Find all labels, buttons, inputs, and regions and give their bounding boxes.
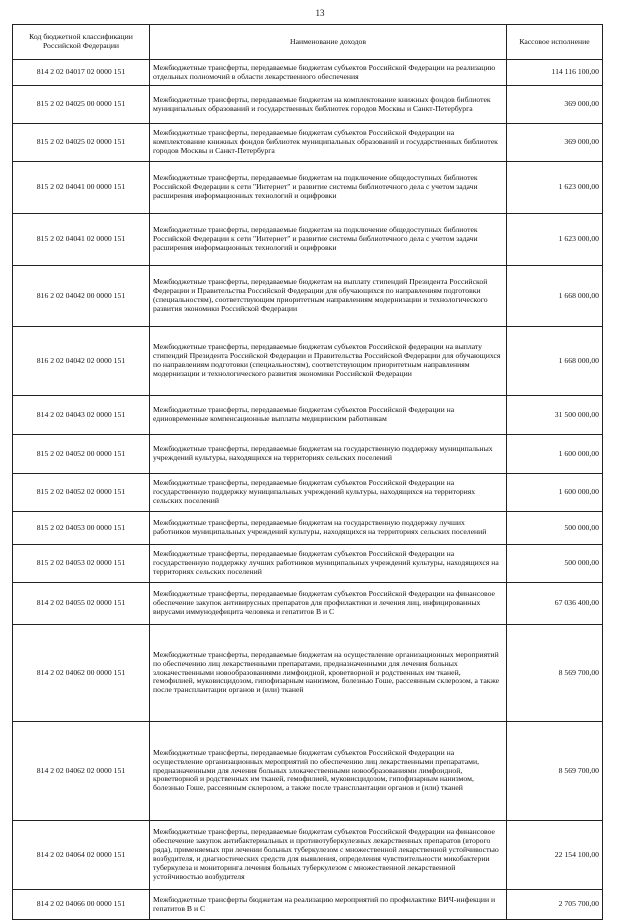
amount-cell: 31 500 000,00 [507, 396, 603, 435]
code-cell: 815 2 02 04052 00 0000 151 [13, 435, 150, 474]
amount-cell: 1 600 000,00 [507, 435, 603, 474]
amount-cell: 8 569 700,00 [507, 722, 603, 821]
name-cell: Межбюджетные трансферты, передаваемые бюджетам субъектов Российской Федерации на государственную поддержку муниципальных учреждений культуры, находящихся на территориях сельских поселений [150, 474, 507, 512]
code-cell: 815 2 02 04041 02 0000 151 [13, 214, 150, 266]
amount-cell: 1 600 000,00 [507, 474, 603, 512]
table-row [13, 86, 603, 124]
code-cell: 814 2 02 04062 00 0000 151 [13, 625, 150, 722]
name-cell: Межбюджетные трансферты, передаваемые бюджетам на государственную поддержку лучших работников муниципальных учреждений культуры, находящихся на территориях сельских поселений [150, 512, 507, 545]
header-code: Код бюджетной классификации Российской Федерации [13, 25, 150, 60]
amount-cell: 8 569 700,00 [507, 625, 603, 722]
table-row [13, 60, 603, 86]
code-cell: 815 2 02 04025 02 0000 151 [13, 124, 150, 162]
code-cell: 815 2 02 04041 00 0000 151 [13, 162, 150, 214]
name-cell: Межбюджетные трансферты, передаваемые бюджетам субъектов Российской федерации на выплату стипендий Президента Российской Федерации и Правительства Российской Федерации для обучающихся по направлениям подготовки (специальностям), соответствующим приоритетным направлениям модернизации и технологического развития экономики Российской Федерации [150, 327, 507, 396]
page-number: 13 [315, 8, 325, 18]
header-name: Наименование доходов [150, 25, 507, 60]
table-row [13, 821, 603, 890]
amount-cell: 500 000,00 [507, 512, 603, 545]
code-cell: 814 2 02 04043 02 0000 151 [13, 396, 150, 435]
code-cell: 815 2 02 04052 02 0000 151 [13, 474, 150, 512]
table-header-row [13, 25, 603, 60]
header-amount: Кассовое исполнение [507, 25, 603, 60]
amount-cell: 22 154 100,00 [507, 821, 603, 890]
table-row [13, 396, 603, 435]
amount-cell: 369 000,00 [507, 86, 603, 124]
code-cell: 814 2 02 04066 00 0000 151 [13, 890, 150, 920]
name-cell: Межбюджетные трансферты, передаваемые бюджетам на осуществление организационных мероприятий по обеспечению лиц лекарственными препаратами, предназначенными для лечения больных злокачественными новообразованиями лимфоидной, кроветворной и родственных им тканей, гемофилией, муковисцидозом, гипофизарным нанизмом, болезнью Гоше, рассеянным склерозом, а также после трансплантации органов и (или) тканей [150, 625, 507, 722]
amount-cell: 1 668 000,00 [507, 266, 603, 327]
name-cell: Межбюджетные трансферты, передаваемые бюджетам субъектов Российской Федерации на осуществление организационных мероприятий по обеспечению лиц лекарственными препаратами, предназначенными для лечения больных злокачественными новообразованиями лимфоидной, кроветворной и родственных им тканей, гемофилией, муковисцидозом, гипофизарным нанизмом, болезнью Гоше, рассеянным склерозом, а также после трансплантации органов и (или) тканей [150, 722, 507, 821]
name-cell: Межбюджетные трансферты бюджетам на реализацию мероприятий по профилактике ВИЧ-инфекции и гепатитов В и С [150, 890, 507, 920]
name-cell: Межбюджетные трансферты, передаваемые бюджетам на подключение общедоступных библиотек Российской Федерации к сети "Интернет" и развитие системы библиотечного дела с учетом задачи расширения информационных технологий и оцифровки [150, 214, 507, 266]
amount-cell: 114 116 100,00 [507, 60, 603, 86]
table-row [13, 327, 603, 396]
amount-cell: 1 623 000,00 [507, 162, 603, 214]
budget-revenue-table [12, 24, 603, 920]
table-row [13, 474, 603, 512]
amount-cell: 1 623 000,00 [507, 214, 603, 266]
name-cell: Межбюджетные трансферты, передаваемые бюджетам на выплату стипендий Президента Российской Федерации и Правительства Российской Федерации для обучающихся по направлениям подготовки (специальностям), соответствующим приоритетным направлениям модернизации и технологического развития экономики Российской Федерации [150, 266, 507, 327]
table-row [13, 583, 603, 625]
code-cell: 814 2 02 04055 02 0000 151 [13, 583, 150, 625]
table-row [13, 512, 603, 545]
name-cell: Межбюджетные трансферты, передаваемые бюджетам субъектов Российской Федерации на единовременные компенсационные выплаты медицинским работникам [150, 396, 507, 435]
table-row [13, 124, 603, 162]
code-cell: 814 2 02 04064 02 0000 151 [13, 821, 150, 890]
name-cell: Межбюджетные трансферты, передаваемые бюджетам субъектов Российской Федерации на государственную поддержку лучших работников муниципальных учреждений культуры, находящихся на территориях сельских поселений [150, 545, 507, 583]
code-cell: 816 2 02 04042 02 0000 151 [13, 327, 150, 396]
table-row [13, 435, 603, 474]
table-row [13, 545, 603, 583]
name-cell: Межбюджетные трансферты, передаваемые бюджетам субъектов Российской Федерации на финансовое обеспечение закупок антивирусных препаратов для профилактики и лечения лиц, инфицированных вирусами иммунодефицита человека и гепатитов В и С [150, 583, 507, 625]
amount-cell: 67 036 400,00 [507, 583, 603, 625]
name-cell: Межбюджетные трансферты, передаваемые бюджетам субъектов Российской Федерации на реализацию отдельных полномочий в области лекарственного обеспечения [150, 60, 507, 86]
amount-cell: 2 705 700,00 [507, 890, 603, 920]
code-cell: 815 2 02 04053 02 0000 151 [13, 545, 150, 583]
name-cell: Межбюджетные трансферты, передаваемые бюджетам на государственную поддержку муниципальных учреждений культуры, находящихся на территориях сельских поселений [150, 435, 507, 474]
code-cell: 816 2 02 04042 00 0000 151 [13, 266, 150, 327]
name-cell: Межбюджетные трансферты, передаваемые бюджетам субъектов Российской Федерации на финансовое обеспечение закупок антибактериальных и противотуберкулезных лекарственных препаратов (второго ряда), применяемых при лечении больных туберкулезом с множественной лекарственной устойчивостью возбудителя, и диагностических средств для выявления, определения чувствительности микобактерии туберкулеза и мониторинга лечения больных туберкулезом с множественной лекарственной устойчивостью возбудителя [150, 821, 507, 890]
amount-cell: 369 000,00 [507, 124, 603, 162]
table-row [13, 266, 603, 327]
name-cell: Межбюджетные трансферты, передаваемые бюджетам субъектов Российской Федерации на комплектование книжных фондов библиотек муниципальных образований и государственных библиотек городов Москвы и Санкт-Петербурга [150, 124, 507, 162]
amount-cell: 1 668 000,00 [507, 327, 603, 396]
table-row [13, 625, 603, 722]
code-cell: 815 2 02 04053 00 0000 151 [13, 512, 150, 545]
name-cell: Межбюджетные трансферты, передаваемые бюджетам на подключение общедоступных библиотек Российской Федерации к сети "Интернет" и развитие системы библиотечного дела с учетом задачи расширения информационных технологий и оцифровки [150, 162, 507, 214]
table-row [13, 162, 603, 214]
table-row [13, 214, 603, 266]
code-cell: 814 2 02 04062 02 0000 151 [13, 722, 150, 821]
code-cell: 814 2 02 04017 02 0000 151 [13, 60, 150, 86]
code-cell: 815 2 02 04025 00 0000 151 [13, 86, 150, 124]
amount-cell: 500 000,00 [507, 545, 603, 583]
name-cell: Межбюджетные трансферты, передаваемые бюджетам на комплектование книжных фондов библиотек муниципальных образований и государственных библиотек городов Москвы и Санкт-Петербурга [150, 86, 507, 124]
table-row [13, 722, 603, 821]
